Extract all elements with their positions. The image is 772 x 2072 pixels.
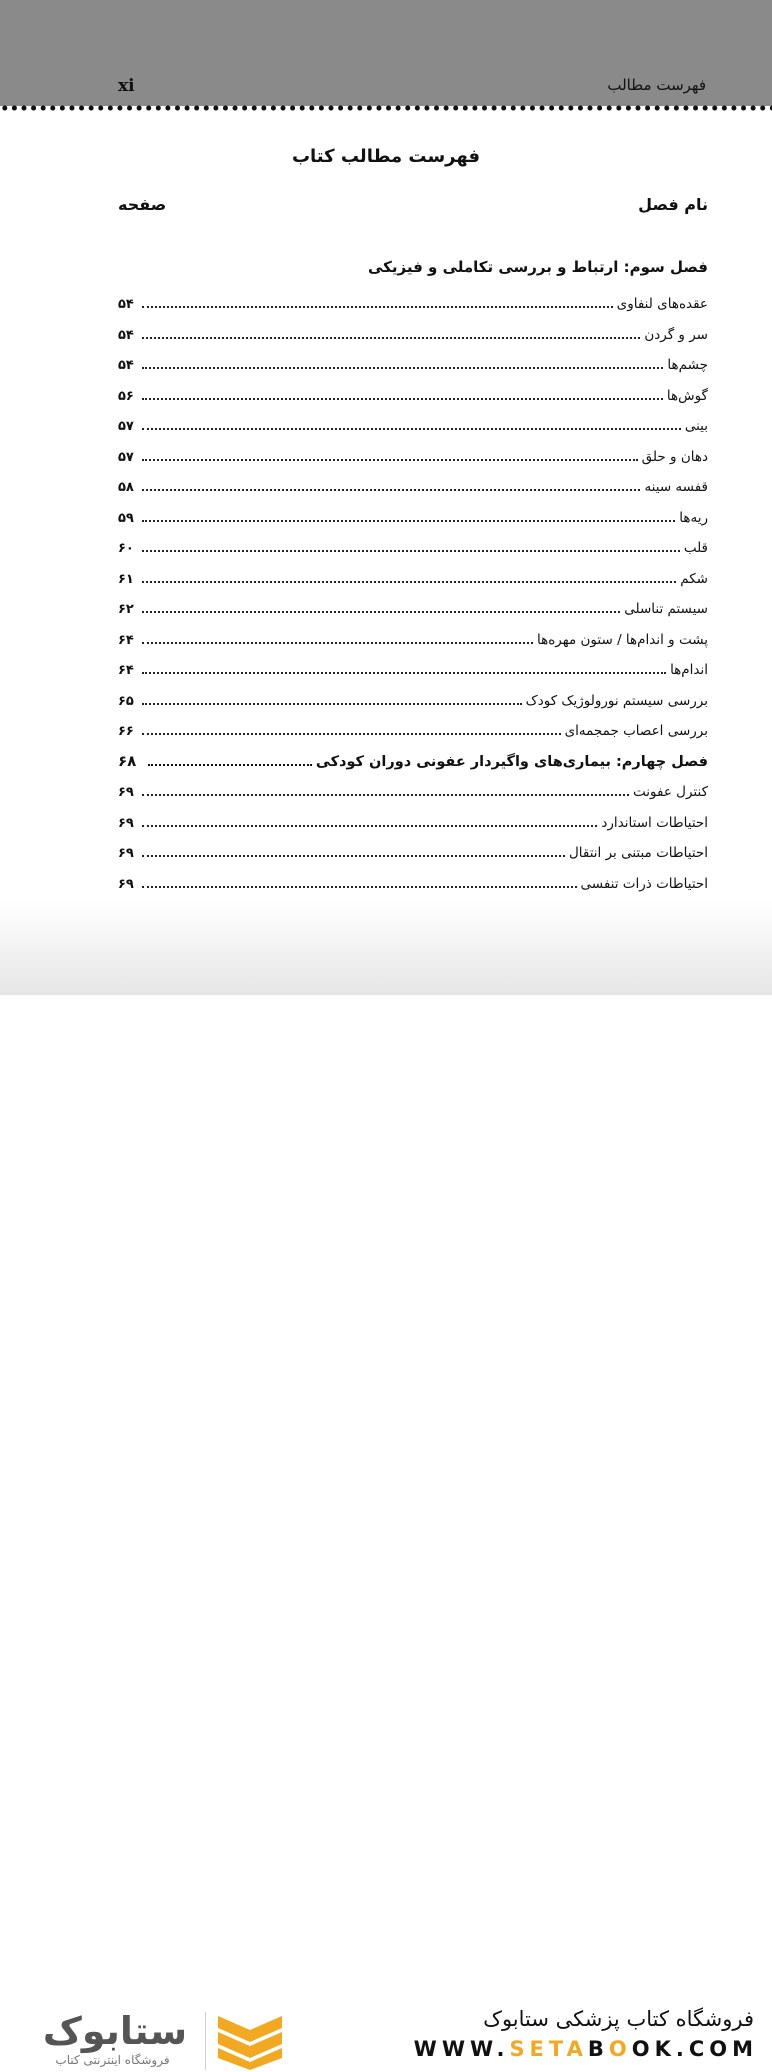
toc-row: [118, 717, 708, 739]
store-name: فروشگاه کتاب پزشکی ستابوک: [483, 2007, 754, 2031]
toc-entry-page: ۶۹: [118, 785, 134, 800]
running-header: [0, 0, 772, 106]
toc-row: [118, 290, 708, 312]
toc-row: [118, 565, 708, 587]
toc-entry-label: گوش‌ها: [666, 387, 708, 404]
toc-entry-label: احتیاطات مبتنی بر انتقال: [568, 845, 708, 861]
toc-dot-leader: [142, 459, 638, 461]
toc-row: [118, 595, 708, 617]
toc-row: [118, 443, 708, 465]
toc-entry-label: احتیاطات استاندارد: [601, 814, 708, 831]
toc-entry-page: ۶۶: [118, 724, 134, 739]
toc-dot-leader: [142, 520, 675, 522]
toc-entry-label: قفسه سینه: [644, 479, 708, 495]
toc-entry-page: ۶۲: [118, 602, 134, 617]
toc-row: [118, 412, 708, 434]
toc-chapter-row: [118, 748, 708, 770]
toc-dot-leader: [142, 398, 663, 400]
toc-dot-leader: [148, 764, 312, 766]
publisher-footer: [0, 995, 772, 2067]
toc-dot-leader: [142, 367, 663, 369]
toc-row: [118, 870, 708, 892]
toc-entry-page: ۶۹: [118, 815, 134, 831]
dotted-border: [0, 102, 772, 114]
toc-entry-page: ۶۴: [118, 632, 134, 648]
toc-dot-leader: [142, 489, 640, 491]
toc-entry-page: ۶۴: [118, 663, 134, 678]
toc-dot-leader: [142, 428, 681, 430]
toc-row: [118, 656, 708, 678]
toc-entry-label: اندام‌ها: [670, 662, 708, 678]
toc-dot-leader: [142, 703, 522, 705]
column-header-page: صفحه: [118, 195, 167, 214]
toc-entry-label: ریه‌ها: [679, 509, 708, 526]
toc-entry-page: ۵۴: [118, 297, 134, 312]
toc-entry-page: ۵۸: [118, 480, 134, 495]
column-header-chapter: نام فصل: [638, 195, 708, 214]
toc-dot-leader: [142, 306, 613, 308]
toc-row: [118, 778, 708, 800]
toc-entry-label: سر و گردن: [644, 326, 708, 343]
toc-row: [118, 321, 708, 343]
toc-dot-leader: [142, 825, 597, 827]
toc-dot-leader: [142, 794, 629, 796]
page-number: xi: [118, 76, 135, 96]
toc-entry-page: ۵۴: [118, 327, 134, 343]
toc-row: [118, 626, 708, 648]
toc-entry-label: شکم: [680, 570, 708, 587]
toc-entry-page: ۵۴: [118, 358, 134, 373]
toc-dot-leader: [142, 337, 640, 339]
toc-row: [118, 351, 708, 373]
toc-dot-leader: [142, 672, 666, 674]
toc-entry-page: ۶۵: [118, 693, 134, 709]
toc-row: [118, 809, 708, 831]
toc-entry-label: دهان و حلق: [641, 448, 708, 465]
toc-entry-label: کنترل عفونت: [633, 784, 708, 800]
book-chevron-logo-icon: [214, 2012, 286, 2072]
toc-entry-page: ۶۸: [118, 751, 137, 770]
toc-entry-label: بینی: [684, 418, 708, 434]
toc-entry-page: ۶۱: [118, 571, 134, 587]
toc-entry-label: چشم‌ها: [667, 357, 708, 373]
toc-dot-leader: [142, 733, 561, 735]
toc-entry-page: ۵۹: [118, 510, 134, 526]
toc-row: [118, 839, 708, 861]
toc-dot-leader: [142, 550, 680, 552]
toc-dot-leader: [142, 611, 620, 613]
chapter-heading: فصل سوم: ارتباط و بررسی تکاملی و فیزیکی: [368, 258, 708, 276]
toc-entry-page: ۶۹: [118, 846, 134, 861]
toc-entry-label: احتیاطات ذرات تنفسی: [580, 875, 708, 892]
toc-dot-leader: [142, 855, 565, 857]
toc-entry-page: ۶۹: [118, 876, 134, 892]
toc-entry-label: قلب: [683, 540, 708, 556]
bottom-shadow: [0, 900, 772, 995]
toc-entry-label: فصل چهارم: بیماری‌های واگیردار عفونی دوران کودکی: [315, 753, 708, 770]
toc-entry-page: ۶۰: [118, 541, 134, 556]
running-title: فهرست مطالب: [607, 76, 706, 94]
toc-entry-label: بررسی اعصاب جمجمه‌ای: [564, 723, 708, 739]
toc-dot-leader: [142, 581, 676, 583]
store-url: WWW.SETABOOK.COM: [413, 2037, 758, 2061]
toc-entry-label: سیستم تناسلی: [624, 601, 708, 617]
toc-row: [118, 504, 708, 526]
toc-entry-page: ۵۷: [118, 419, 134, 434]
toc-row: [118, 687, 708, 709]
toc-title: فهرست مطالب کتاب: [291, 146, 481, 167]
toc-entry-page: ۵۷: [118, 449, 134, 465]
logo-divider: [205, 2012, 206, 2070]
toc-entry-label: عقده‌های لنفاوی: [616, 296, 708, 312]
toc-entry-label: بررسی سیستم نورولوژیک کودک: [525, 692, 708, 709]
toc-row: [118, 473, 708, 495]
toc-row: [118, 382, 708, 404]
toc-dot-leader: [142, 642, 533, 644]
toc-dot-leader: [142, 886, 577, 888]
store-logo-subtitle: فروشگاه اینترنتی کتاب: [55, 2053, 170, 2067]
toc-row: [118, 534, 708, 556]
toc-entry-page: ۵۶: [118, 388, 134, 404]
toc-entry-label: پشت و اندام‌ها / ستون مهره‌ها: [537, 631, 708, 648]
store-logo-text: ستابوک: [42, 2009, 188, 2053]
